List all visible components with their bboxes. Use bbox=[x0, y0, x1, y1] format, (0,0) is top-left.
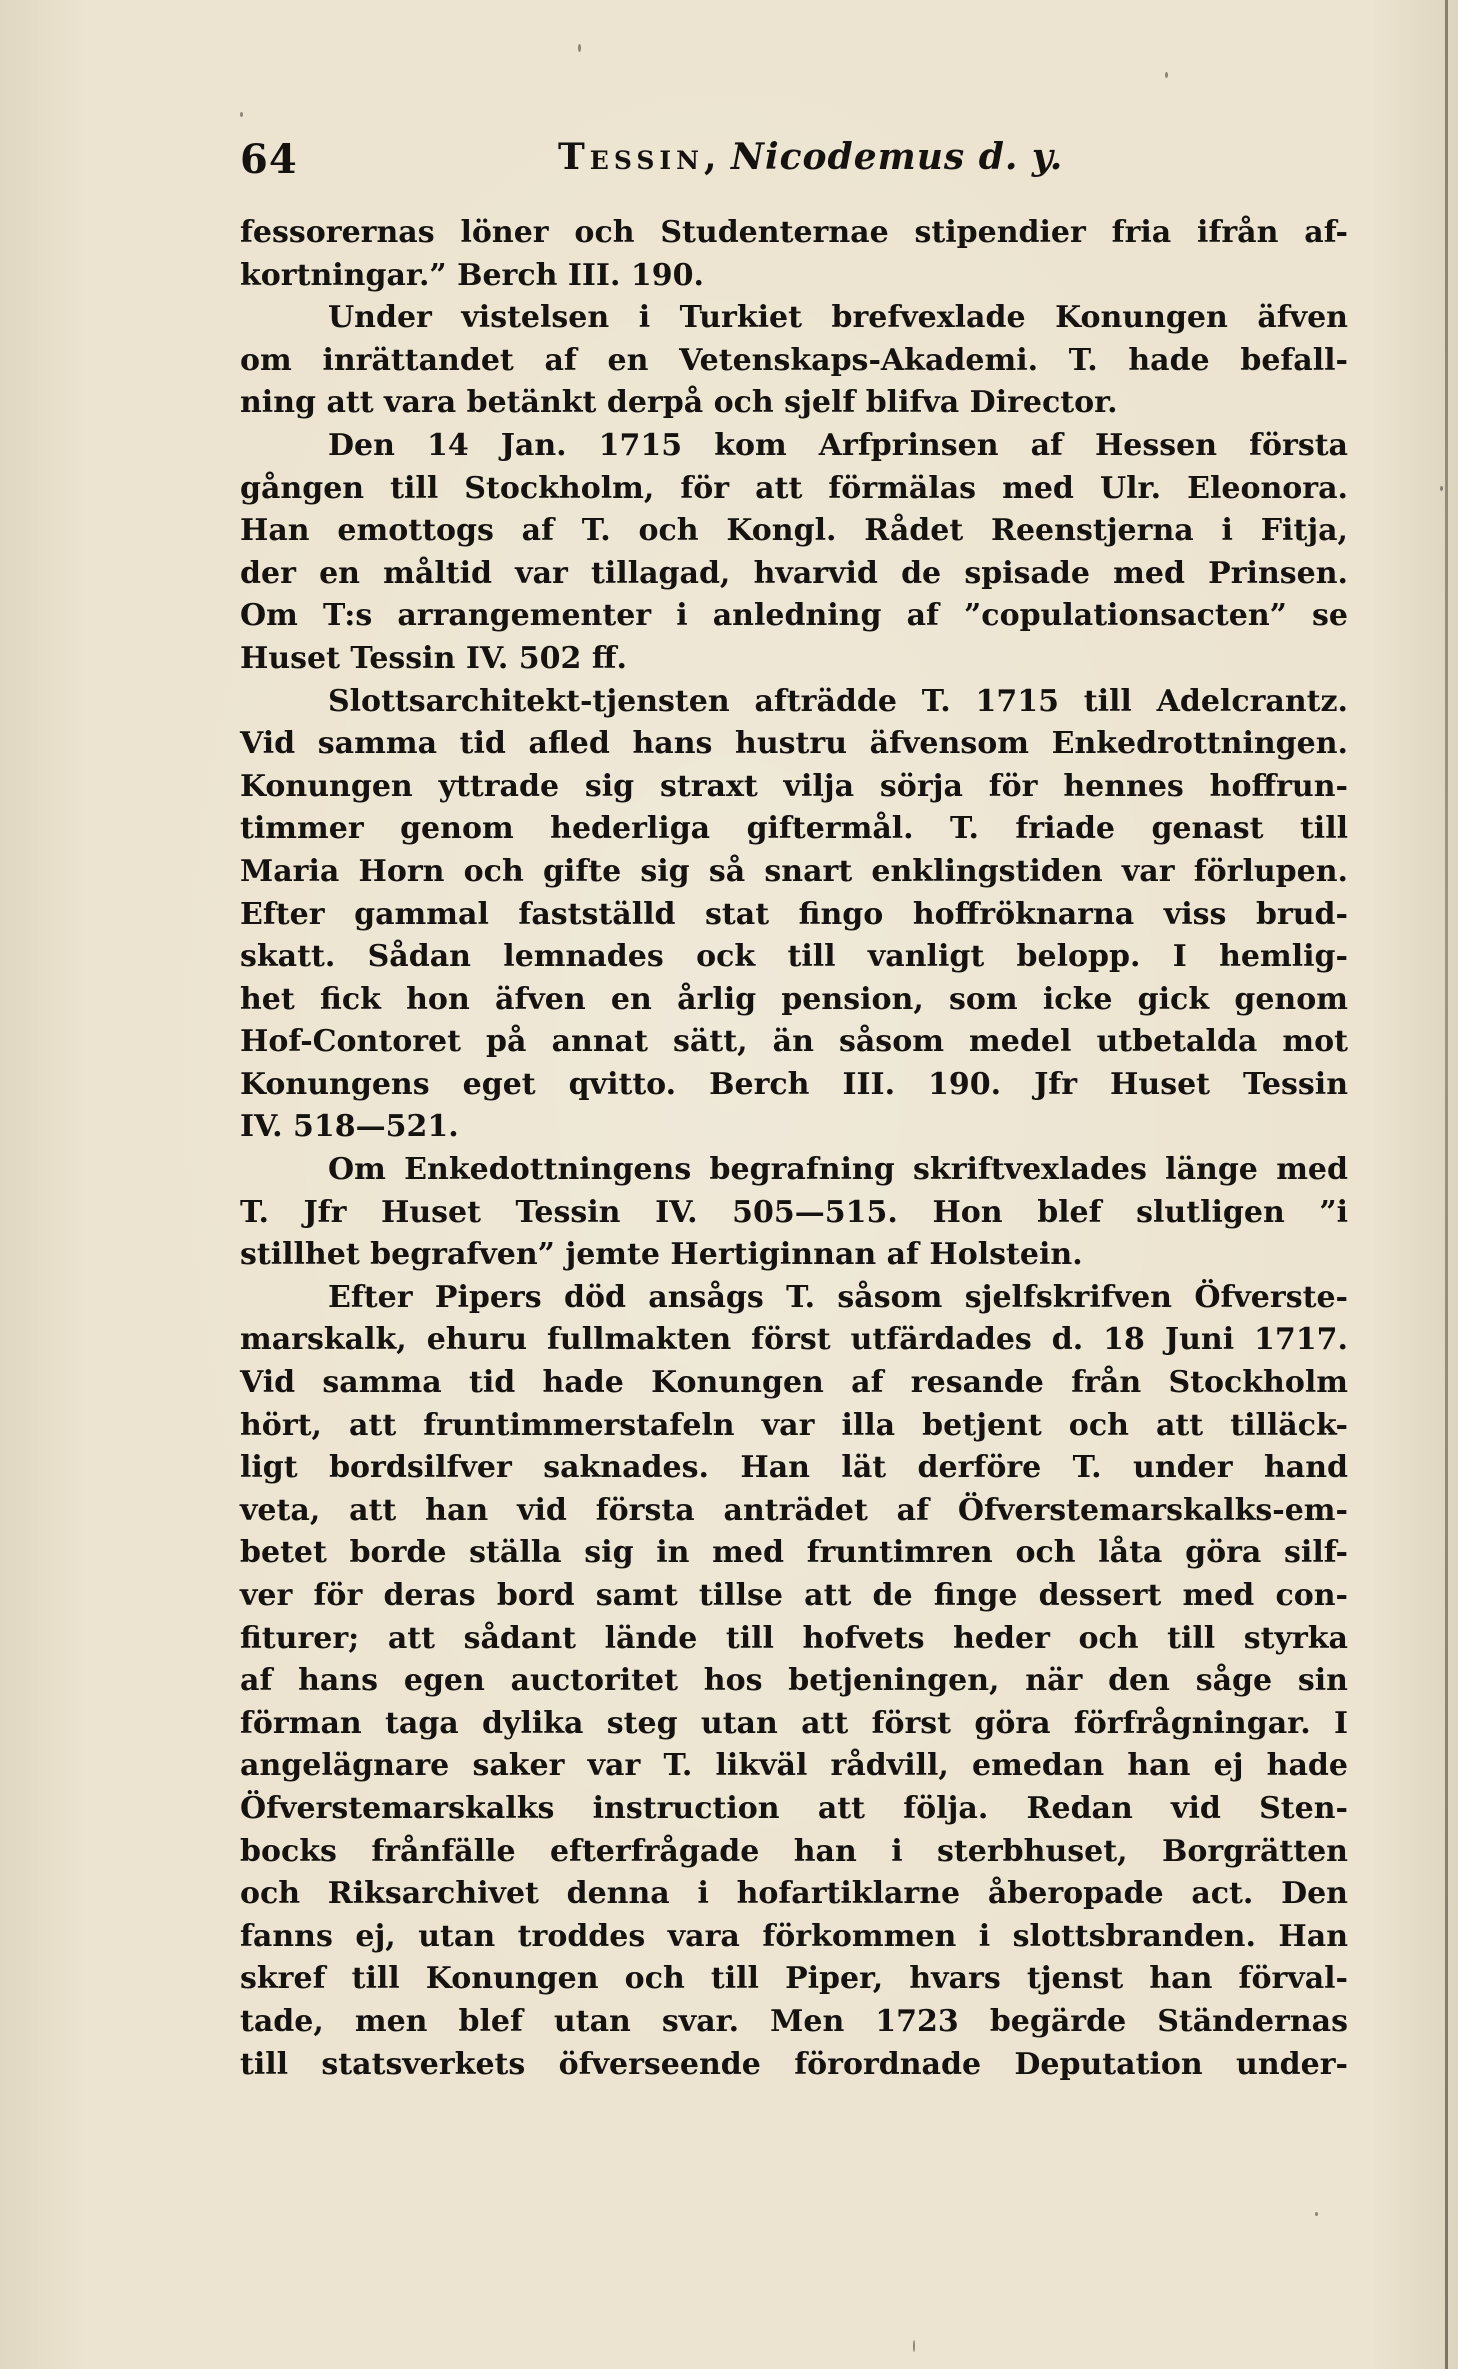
paper-speck bbox=[578, 44, 581, 52]
text-line: fessorernas löner och Studenternae stipendier fria ifrån af- bbox=[240, 215, 1348, 250]
text-line: Hof-Contoret på annat sätt, än såsom medel utbetalda mot bbox=[240, 1024, 1348, 1060]
page-number: 64 bbox=[240, 136, 298, 183]
text-line: Han emottogs af T. och Kongl. Rådet Reenstjerna i Fitja, bbox=[240, 513, 1348, 549]
text-line: förman taga dylika steg utan att först göra förfrågningar. I bbox=[240, 1705, 1348, 1741]
running-title-separator: , bbox=[703, 136, 732, 178]
text-line: tade, men blef utan svar. Men 1723 begärde Ständernas bbox=[240, 2003, 1348, 2039]
text-line: Öfverstemarskalks instruction att följa. Redan vid Sten- bbox=[240, 1790, 1348, 1826]
text-line: stillhet begrafven” jemte Hertiginnan af Holstein. bbox=[240, 1237, 1083, 1273]
text-line: veta, att han vid första anträdet af Öfverstemarskalks-em- bbox=[240, 1492, 1348, 1528]
text-line: Maria Horn och gifte sig så snart enklingstiden var förlupen. bbox=[240, 853, 1348, 889]
text-line: ligt bordsilfver saknades. Han lät derföre T. under hand bbox=[240, 1450, 1348, 1486]
text-line: Konungens eget qvitto. Berch III. 190. Jfr Huset Tessin bbox=[240, 1066, 1348, 1102]
running-title-surname: Tessin bbox=[558, 136, 704, 178]
text-line: angelägnare saker var T. likväl rådvill, emedan han ej hade bbox=[240, 1748, 1348, 1784]
running-header bbox=[240, 136, 1140, 196]
text-line: Huset Tessin IV. 502 ff. bbox=[240, 640, 627, 676]
text-line: timmer genom hederliga giftermål. T. friade genast till bbox=[240, 811, 1348, 847]
text-line: Vid samma tid hade Konungen af resande från Stockholm bbox=[240, 1365, 1348, 1401]
running-title bbox=[558, 136, 1063, 178]
page-edge-shadow bbox=[1445, 0, 1448, 2369]
text-line: marskalk, ehuru fullmakten först utfärdades d. 18 Juni 1717. bbox=[240, 1322, 1348, 1358]
paper-speck bbox=[1165, 72, 1168, 78]
text-line: der en måltid var tillagad, hvarvid de spisade med Prinsen. bbox=[240, 555, 1348, 591]
paper-speck bbox=[913, 2340, 915, 2352]
text-line: fanns ej, utan troddes vara förkommen i slottsbranden. Han bbox=[240, 1918, 1348, 1954]
text-line: IV. 518—521. bbox=[240, 1109, 459, 1145]
text-line: och Riksarchivet denna i hofartiklarne åberopade act. Den bbox=[240, 1876, 1348, 1912]
text-line: T. Jfr Huset Tessin IV. 505—515. Hon blef slutligen ”i bbox=[240, 1194, 1348, 1230]
text-line: kortningar.” Berch III. 190. bbox=[240, 257, 704, 293]
text-line: Under vistelsen i Turkiet brefvexlade Konungen äfven bbox=[328, 300, 1348, 336]
text-line: ver för deras bord samt tillse att de finge dessert med con- bbox=[240, 1578, 1348, 1613]
text-line: Efter gammal fastställd stat fingo hoffröknarna viss brud- bbox=[240, 896, 1348, 932]
body-text bbox=[240, 212, 1348, 2086]
text-line: Om T:s arrangementer i anledning af ”copulationsacten” se bbox=[240, 598, 1348, 634]
text-line: Slottsarchitekt-tjensten afträdde T. 1715 till Adelcrantz. bbox=[328, 683, 1348, 719]
text-line: skref till Konungen och till Piper, hvars tjenst han förval- bbox=[240, 1961, 1348, 1997]
text-line: bocks frånfälle efterfrågade han i sterbhuset, Borgrätten bbox=[240, 1833, 1348, 1869]
text-line: betet borde ställa sig in med fruntimren och låta göra silf- bbox=[240, 1535, 1348, 1571]
text-line: hört, att fruntimmerstafeln var illa betjent och att tilläck- bbox=[240, 1407, 1348, 1443]
text-line: Den 14 Jan. 1715 kom Arfprinsen af Hessen första bbox=[328, 427, 1348, 463]
text-line: fiturer; att sådant lände till hofvets heder och till styrka bbox=[240, 1620, 1348, 1656]
text-line: skatt. Sådan lemnades ock till vanligt belopp. I hemlig- bbox=[240, 939, 1348, 975]
text-line: af hans egen auctoritet hos betjeningen, när den såge sin bbox=[240, 1663, 1348, 1699]
paper-speck bbox=[240, 112, 243, 117]
text-line: ning att vara betänkt derpå och sjelf blifva Director. bbox=[240, 385, 1118, 421]
text-line: om inrättandet af en Vetenskaps-Akademi. T. hade befall- bbox=[240, 342, 1348, 378]
text-line: Vid samma tid afled hans hustru äfvensom Enkedrottningen. bbox=[240, 726, 1348, 762]
text-line: Om Enkedottningens begrafning skriftvexlades länge med bbox=[328, 1152, 1348, 1188]
text-line: till statsverkets öfverseende förordnade Deputation under- bbox=[240, 2046, 1348, 2082]
running-title-given-name: Nicodemus d. y. bbox=[731, 136, 1064, 178]
paper-speck bbox=[1440, 486, 1443, 491]
text-line: Konungen yttrade sig straxt vilja sörja för hennes hoffrun- bbox=[240, 768, 1348, 804]
paper-speck bbox=[1315, 2212, 1318, 2216]
text-line: het fick hon äfven en årlig pension, som icke gick genom bbox=[240, 981, 1348, 1017]
text-line: gången till Stockholm, för att förmälas med Ulr. Eleonora. bbox=[240, 470, 1348, 506]
text-line: Efter Pipers död ansågs T. såsom sjelfskrifven Öfverste- bbox=[328, 1279, 1348, 1315]
